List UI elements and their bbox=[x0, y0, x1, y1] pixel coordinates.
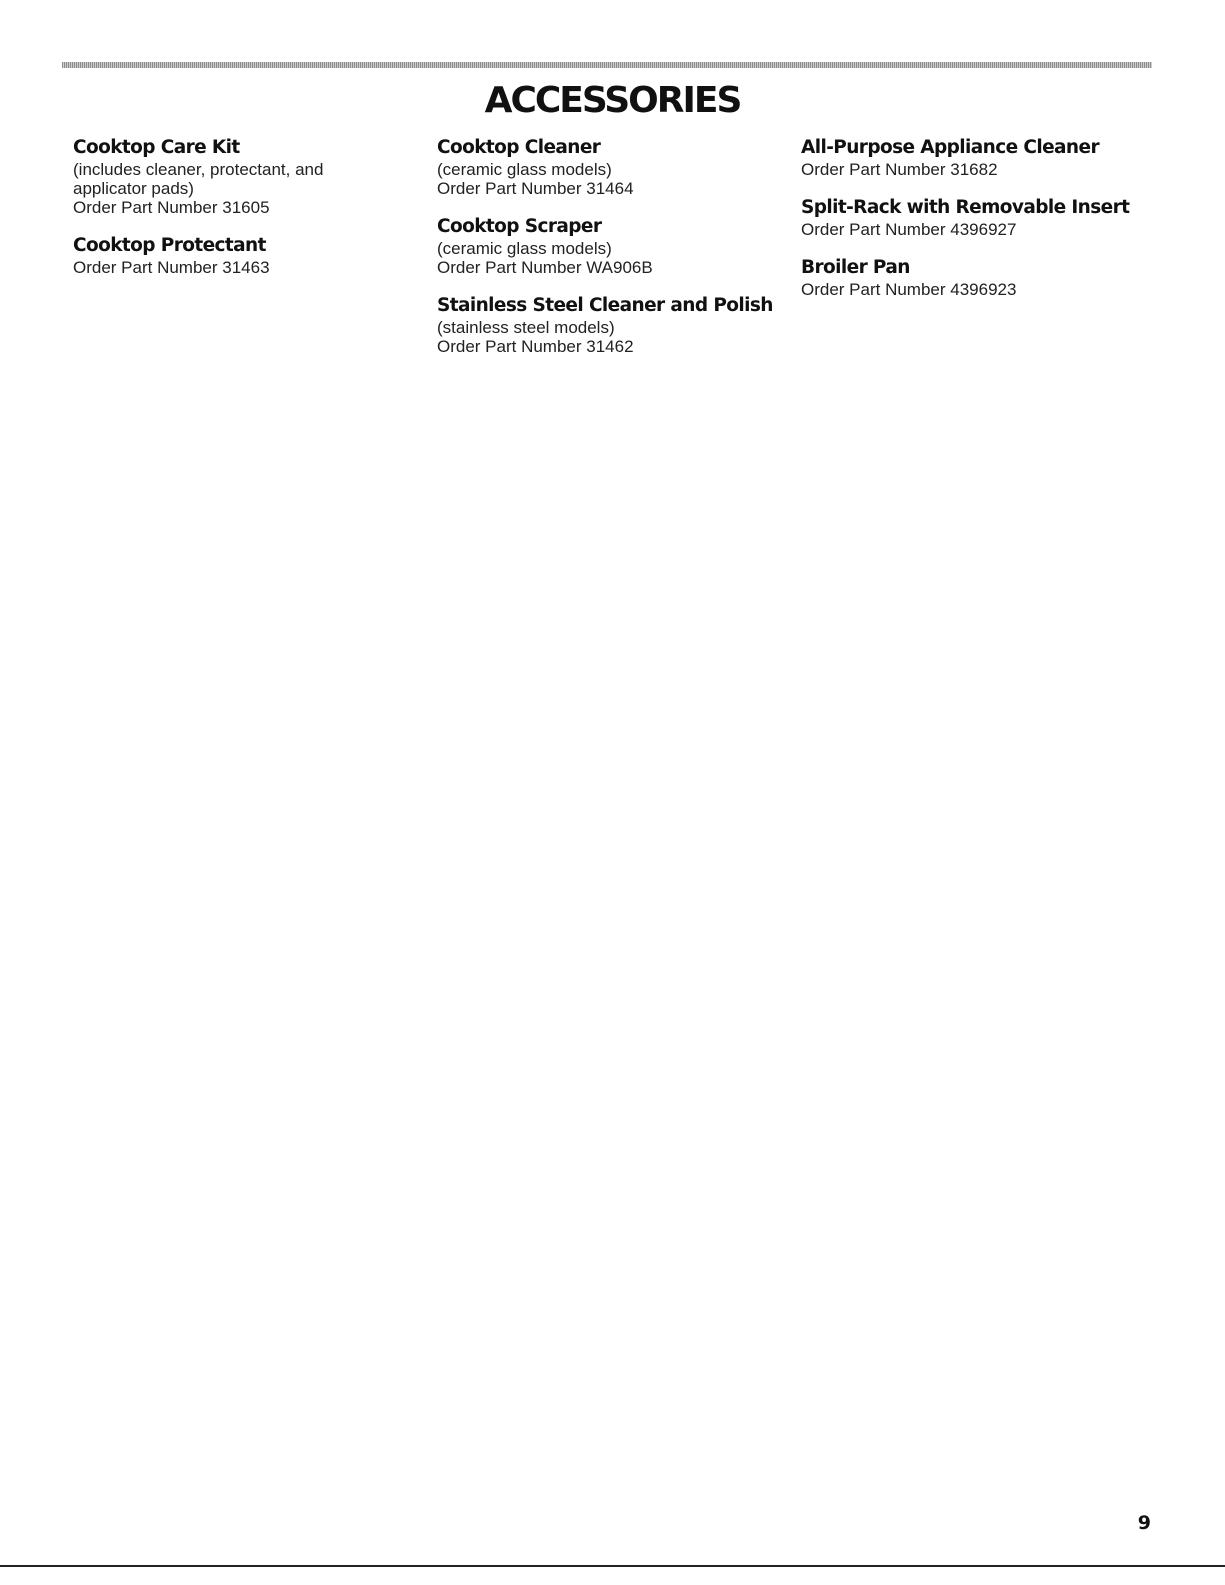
accessory-item bbox=[437, 295, 787, 356]
accessory-description: (ceramic glass models) bbox=[437, 239, 612, 258]
accessory-part-number: Order Part Number 31682 bbox=[801, 160, 998, 179]
accessory-item bbox=[801, 137, 1151, 179]
accessory-title: All-Purpose Appliance Cleaner bbox=[801, 137, 1099, 158]
accessory-item bbox=[437, 216, 787, 277]
header-rule bbox=[62, 62, 1152, 68]
accessory-part-number: Order Part Number 4396927 bbox=[801, 220, 1017, 239]
accessory-item bbox=[801, 257, 1151, 299]
accessory-description: applicator pads) bbox=[73, 179, 194, 198]
accessory-description: (ceramic glass models) bbox=[437, 160, 612, 179]
accessory-part-number: Order Part Number 31462 bbox=[437, 337, 634, 356]
accessory-title: Broiler Pan bbox=[801, 257, 910, 278]
accessory-item bbox=[73, 235, 423, 277]
accessory-title: Split-Rack with Removable Insert bbox=[801, 197, 1130, 218]
accessory-part-number: Order Part Number 31464 bbox=[437, 179, 634, 198]
accessory-description: (stainless steel models) bbox=[437, 318, 615, 337]
column-2 bbox=[437, 137, 787, 374]
accessory-title: Cooktop Care Kit bbox=[73, 137, 240, 158]
accessory-item bbox=[437, 137, 787, 198]
accessory-item bbox=[801, 197, 1151, 239]
page-number: 9 bbox=[1137, 1512, 1151, 1534]
accessory-part-number: Order Part Number 4396923 bbox=[801, 280, 1017, 299]
column-1 bbox=[73, 137, 423, 295]
accessory-part-number: Order Part Number 31463 bbox=[73, 258, 270, 277]
page-title: ACCESSORIES bbox=[484, 80, 741, 121]
accessory-title: Cooktop Scraper bbox=[437, 216, 602, 237]
column-3 bbox=[801, 137, 1151, 317]
accessory-part-number: Order Part Number WA906B bbox=[437, 258, 653, 277]
accessory-title: Stainless Steel Cleaner and Polish bbox=[437, 295, 773, 316]
accessory-item bbox=[73, 137, 423, 217]
accessory-title: Cooktop Protectant bbox=[73, 235, 266, 256]
accessory-part-number: Order Part Number 31605 bbox=[73, 198, 270, 217]
accessory-title: Cooktop Cleaner bbox=[437, 137, 601, 158]
footer-rule bbox=[0, 1565, 1225, 1567]
accessory-description: (includes cleaner, protectant, and bbox=[73, 160, 324, 179]
